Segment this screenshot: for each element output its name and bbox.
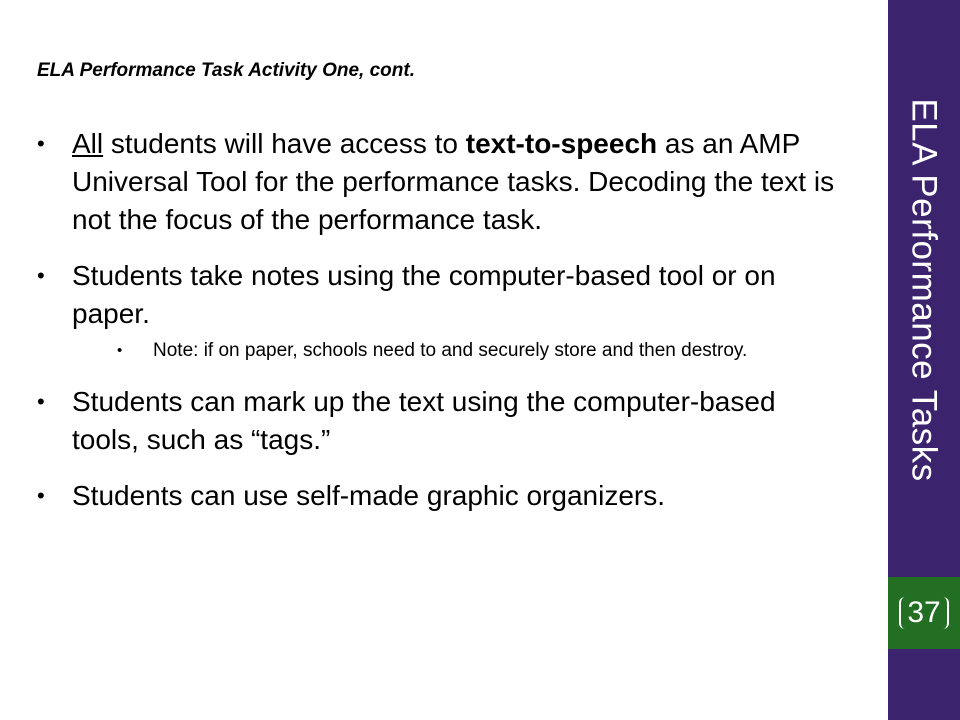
- bullet-3-text: Students can mark up the text using the computer-based tools, such as “tags.”: [72, 386, 776, 455]
- bullet-dot-icon: •: [37, 263, 45, 288]
- sidebar-title: ELA Performance Tasks: [905, 98, 944, 482]
- bullet-dot-icon: •: [37, 483, 45, 508]
- bullet-item-3: [37, 383, 837, 459]
- bullet-item-2: [37, 257, 837, 365]
- sub-bullet-item: [107, 337, 837, 365]
- bullet-dot-icon: •: [37, 131, 45, 156]
- bullet-1-pre: students will have access to: [103, 128, 466, 159]
- bullet-2-text: Students take notes using the computer-based tool or on paper.: [72, 260, 776, 329]
- bullet-1-bold: text-to-speech: [465, 128, 658, 159]
- page-number-box: [888, 577, 960, 649]
- bullet-1-underlined: All: [72, 128, 104, 159]
- bullet-4-text: Students can use self-made graphic organizers.: [72, 480, 665, 511]
- bullet-item-4: [37, 477, 837, 515]
- bullet-1-post: as an AMP Universal Tool for the performance tasks. Decoding the text is not the focus of the performance task.: [72, 128, 835, 235]
- sub-bullet-dot-icon: •: [117, 342, 123, 359]
- bullet-list: [37, 125, 837, 533]
- page-number: 37: [899, 597, 948, 629]
- sidebar-title-container: [888, 0, 960, 580]
- bullet-dot-icon: •: [37, 389, 45, 414]
- slide-title: ELA Performance Task Activity One, cont.: [37, 60, 415, 81]
- bullet-item-1: [37, 125, 837, 239]
- sub-bullet-text: Note: if on paper, schools need to and securely store and then destroy.: [153, 340, 748, 361]
